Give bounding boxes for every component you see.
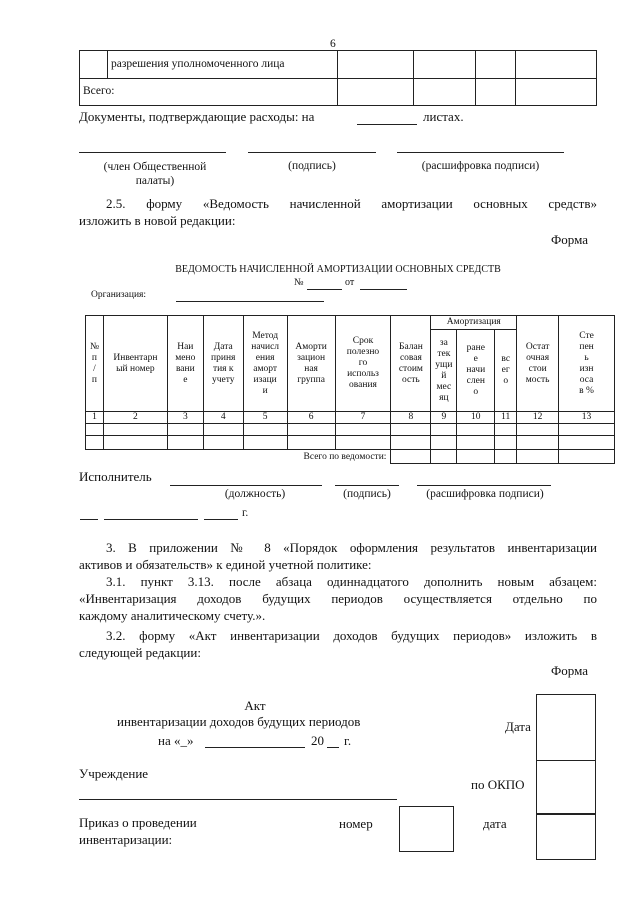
header-cell: вс ег о xyxy=(495,330,517,412)
documents-line-suffix: листах. xyxy=(423,109,464,124)
table-row xyxy=(86,424,615,436)
order-date-label: дата xyxy=(483,816,507,831)
column-number: 4 xyxy=(203,412,243,424)
paragraph-3-line2: активов и обязательств» к единой учетной политике: xyxy=(79,557,372,572)
column-number: 10 xyxy=(457,412,495,424)
column-number: 6 xyxy=(287,412,335,424)
act-date-prefix: на «_» xyxy=(158,733,194,748)
column-number: 5 xyxy=(243,412,287,424)
okpo-label: по ОКПО xyxy=(471,777,525,792)
header-cell: Срок полезно го использ ования xyxy=(335,316,391,412)
column-number: 2 xyxy=(103,412,167,424)
amortization-group-header: Амортизация xyxy=(431,316,517,330)
year-suffix: г. xyxy=(242,507,249,519)
depreciation-table xyxy=(85,315,615,464)
date-okpo-box xyxy=(536,694,596,814)
header-cell: Балан совая стоим ость xyxy=(391,316,431,412)
header-cell: Метод начисл ения аморт изаци и xyxy=(243,316,287,412)
order-label: Приказ о проведении инвентаризации: xyxy=(79,815,197,847)
total-label: Всего по ведомости: xyxy=(86,450,391,464)
header-cell: Аморти зацион ная группа xyxy=(287,316,335,412)
paragraph-3-line5: каждому аналитическому счету.». xyxy=(79,608,266,623)
column-number: 11 xyxy=(495,412,517,424)
organization-label: Организация: xyxy=(91,290,147,300)
form-label-2: Форма xyxy=(551,663,588,678)
signature-caption: (подпись) xyxy=(288,160,336,172)
header-cell: Сте пен ь изн оса в % xyxy=(559,316,615,412)
paragraph-3-line1: 3. В приложении № 8 «Порядок оформления результатов инвентаризации xyxy=(106,540,597,555)
column-number: 13 xyxy=(559,412,615,424)
institution-label: Учреждение xyxy=(79,766,149,781)
paragraph-2-5-line1: 2.5. форму «Ведомость начисленной амортизации основных средств» xyxy=(106,196,597,211)
act-year-prefix: 20 xyxy=(311,733,324,748)
paragraph-2-5-line2: изложить в новой редакции: xyxy=(79,213,236,228)
executor-signature-caption: (подпись) xyxy=(343,488,391,500)
act-title: Акт xyxy=(244,698,266,713)
act-year-suffix: г. xyxy=(344,733,352,748)
column-number: 8 xyxy=(391,412,431,424)
paragraph-3-line7: следующей редакции: xyxy=(79,645,201,660)
column-number: 1 xyxy=(86,412,104,424)
act-subtitle: инвентаризации доходов будущих периодов xyxy=(117,714,361,729)
documents-line-prefix: Документы, подтверждающие расходы: на xyxy=(79,109,315,124)
position-caption: (должность) xyxy=(224,488,286,500)
vedomost-number-label: № xyxy=(294,277,304,288)
header-cell: Наи мено вани е xyxy=(167,316,203,412)
column-number: 3 xyxy=(167,412,203,424)
column-number: 7 xyxy=(335,412,391,424)
vedomost-date-label: от xyxy=(345,277,355,288)
header-cell: за тек ущи й мес яц xyxy=(431,330,457,412)
column-number: 9 xyxy=(431,412,457,424)
executor-decode-caption: (расшифровка подписи) xyxy=(426,488,544,500)
header-cell: Дата приня тия к учету xyxy=(203,316,243,412)
form-label-1: Форма xyxy=(551,232,588,247)
top-table-total-label: Всего: xyxy=(83,85,115,97)
page-number: 6 xyxy=(330,38,336,50)
paragraph-3-line6: 3.2. форму «Акт инвентаризации доходов будущих периодов» изложить в xyxy=(106,628,597,643)
header-cell: Инвентарн ый номер xyxy=(103,316,167,412)
column-number: 12 xyxy=(517,412,559,424)
executor-label: Исполнитель xyxy=(79,469,152,484)
header-cell: № п / п xyxy=(86,316,104,412)
order-date-box xyxy=(536,814,596,860)
paragraph-3-line4: «Инвентаризация доходов будущих периодов осуществляется отдельно по xyxy=(79,591,597,606)
signature-decode-caption: (расшифровка подписи) xyxy=(421,160,540,172)
table-total-row xyxy=(86,450,615,464)
date-label: Дата xyxy=(505,719,531,734)
table-row xyxy=(86,436,615,450)
paragraph-3-line3: 3.1. пункт 3.13. после абзаца одиннадцатого дополнить новым абзацем: xyxy=(106,574,597,589)
header-cell: ране е начи слен о xyxy=(457,330,495,412)
order-number-label: номер xyxy=(339,816,373,831)
header-cell: Остат очная стои мость xyxy=(517,316,559,412)
vedomost-title: ВЕДОМОСТЬ НАЧИСЛЕННОЙ АМОРТИЗАЦИИ ОСНОВНЫХ СРЕДСТВ xyxy=(175,264,501,275)
order-number-box xyxy=(399,806,454,852)
signature-member-caption: (член Общественной палаты) xyxy=(103,161,207,187)
top-table-row1-text: разрешения уполномоченного лица xyxy=(111,58,285,70)
